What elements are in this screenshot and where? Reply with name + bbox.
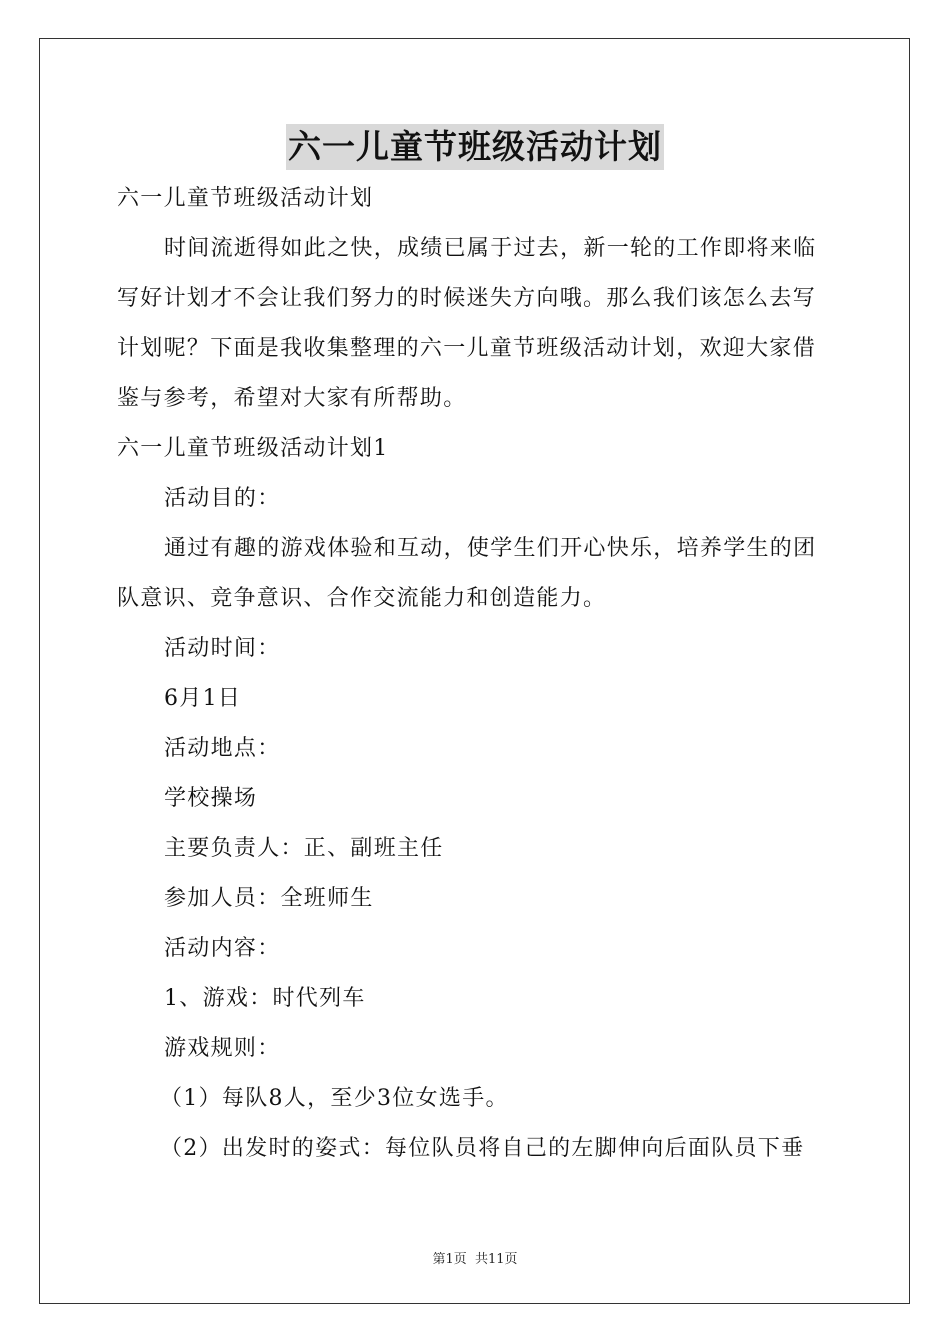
time-label: 活动时间： bbox=[164, 636, 281, 661]
title-wrap bbox=[0, 124, 950, 170]
purpose-line-2: 队意识、竞争意识、合作交流能力和创造能力。 bbox=[117, 586, 607, 611]
leader-line: 主要负责人：正、副班主任 bbox=[164, 836, 444, 861]
place-label: 活动地点： bbox=[164, 736, 281, 761]
content-label: 活动内容： bbox=[164, 936, 281, 961]
page-number: 第1页 bbox=[432, 1252, 467, 1267]
purpose-label: 活动目的： bbox=[164, 486, 281, 511]
page-total: 共11页 bbox=[474, 1252, 518, 1267]
participants-line: 参加人员：全班师生 bbox=[164, 886, 374, 911]
intro-line-1: 时间流逝得如此之快，成绩已属于过去，新一轮的工作即将来临 bbox=[164, 236, 817, 261]
intro-line-4: 鉴与参考，希望对大家有所帮助。 bbox=[117, 386, 467, 411]
intro-line-3: 计划呢？下面是我收集整理的六一儿童节班级活动计划，欢迎大家借 bbox=[117, 336, 817, 361]
page-footer bbox=[0, 1248, 950, 1267]
game-1-line: 1、游戏：时代列车 bbox=[164, 986, 366, 1011]
rule-2-line: （2）出发时的姿式：每位队员将自己的左脚伸向后面队员下垂 bbox=[160, 1136, 805, 1161]
document-subtitle: 六一儿童节班级活动计划 bbox=[117, 186, 374, 211]
document-title: 六一儿童节班级活动计划 bbox=[286, 124, 664, 170]
purpose-line-1: 通过有趣的游戏体验和互动，使学生们开心快乐，培养学生的团 bbox=[164, 536, 817, 561]
rule-1-line: （1）每队8人，至少3位女选手。 bbox=[160, 1086, 509, 1111]
intro-line-2: 写好计划才不会让我们努力的时候迷失方向哦。那么我们该怎么去写 bbox=[117, 286, 817, 311]
page-frame bbox=[39, 38, 910, 1304]
section-heading: 六一儿童节班级活动计划1 bbox=[117, 436, 389, 461]
rules-label: 游戏规则： bbox=[164, 1036, 281, 1061]
time-value: 6月1日 bbox=[164, 686, 242, 711]
place-value: 学校操场 bbox=[164, 786, 258, 811]
